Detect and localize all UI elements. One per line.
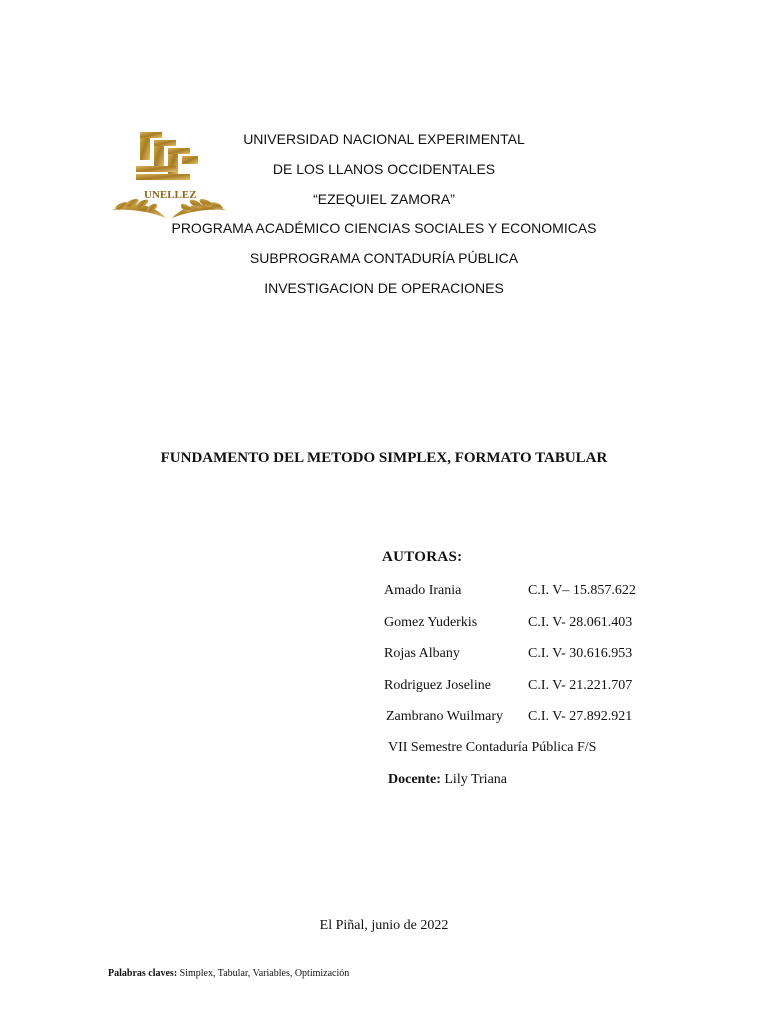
header-region: DE LOS LLANOS OCCIDENTALES <box>272 161 496 177</box>
author-name: Amado Irania <box>384 583 462 598</box>
author-ci: C.I. V- 28.061.403 <box>528 615 633 630</box>
author-ci: C.I. V- 30.616.953 <box>528 646 633 661</box>
semester-line: VII Semestre Contaduría Pública F/S <box>388 740 597 755</box>
author-name: Rojas Albany <box>384 646 460 661</box>
author-ci: C.I. V- 27.892.921 <box>528 709 633 724</box>
author-ci: C.I. V- 21.221.707 <box>528 678 633 693</box>
keywords-value: Simplex, Tabular, Variables, Optimización <box>179 968 350 979</box>
place-date: El Piñal, junio de 2022 <box>319 918 449 933</box>
author-name: Gomez Yuderkis <box>384 615 478 630</box>
author-name: Rodriguez Joseline <box>384 678 491 693</box>
teacher-name: Lily Triana <box>444 772 507 787</box>
keywords-label: Palabras claves: <box>108 968 178 979</box>
authors-heading: AUTORAS: <box>382 549 463 565</box>
author-ci: C.I. V– 15.857.622 <box>528 583 636 598</box>
header-course: INVESTIGACION DE OPERACIONES <box>264 280 504 296</box>
header-name: “EZEQUIEL ZAMORA” <box>313 191 455 207</box>
keywords-line <box>108 968 349 979</box>
header-subprogram: SUBPROGRAMA CONTADURÍA PÚBLICA <box>249 250 519 266</box>
header-program: PROGRAMA ACADÉMICO CIENCIAS SOCIALES Y ECONOMICAS <box>171 220 597 236</box>
logo-text: UNELLEZ <box>144 189 197 201</box>
teacher-label: Docente: <box>388 772 441 787</box>
header-university: UNIVERSIDAD NACIONAL EXPERIMENTAL <box>243 131 525 147</box>
document-title: FUNDAMENTO DEL METODO SIMPLEX, FORMATO TABULAR <box>160 450 608 466</box>
teacher-line <box>388 772 507 788</box>
author-name: Zambrano Wuilmary <box>386 709 503 724</box>
